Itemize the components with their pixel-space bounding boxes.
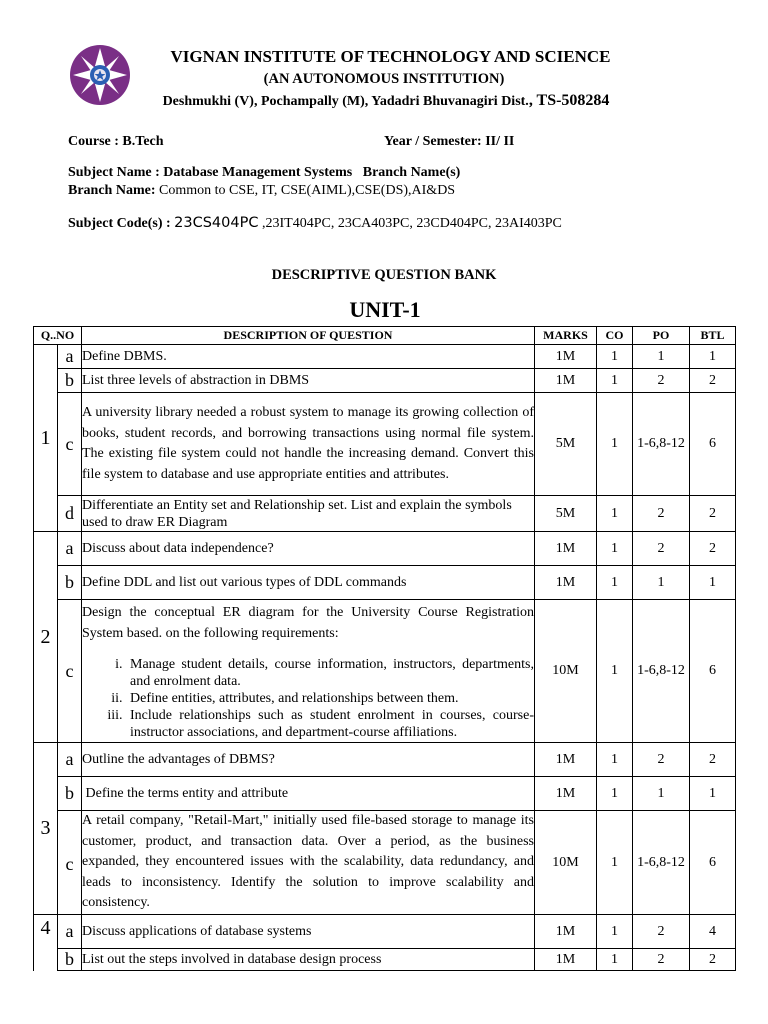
- marks-cell: 1M: [535, 949, 597, 971]
- table-row: [34, 345, 736, 369]
- marks-cell: 5M: [535, 393, 597, 496]
- course-label: Course : B.Tech: [68, 134, 164, 149]
- po-cell: 1: [633, 566, 690, 600]
- po-cell: 1-6,8-12: [633, 811, 690, 915]
- table-row: [34, 811, 736, 915]
- po-cell: 2: [633, 532, 690, 566]
- question-description: Design the conceptual ER diagram for the University Course Registration System based. on the following requirements:: [82, 604, 534, 641]
- header-qno: Q..NO: [34, 327, 82, 345]
- question-description: Differentiate an Entity set and Relationship set. List and explain the symbols used to draw ER Diagram: [82, 496, 535, 532]
- question-number: 1: [34, 345, 58, 532]
- co-cell: 1: [597, 777, 633, 811]
- institute-name: VIGNAN INSTITUTE OF TECHNOLOGY AND SCIENCE: [170, 47, 611, 66]
- branch-value: Common to CSE, IT, CSE(AIML),CSE(DS),AI&DS: [155, 183, 456, 198]
- btl-cell: 2: [690, 532, 736, 566]
- sub-question-letter: d: [58, 496, 82, 532]
- question-description: A university library needed a robust system to manage its growing collection of books, student records, and borrowing transactions using normal file system. The existing file system could not handle the increasing demand. Convert this file system to database and use appropriate entities and attributes.: [82, 393, 535, 496]
- requirements-list: [82, 656, 534, 741]
- sub-question-letter: b: [58, 777, 82, 811]
- marks-cell: 1M: [535, 777, 597, 811]
- co-cell: 1: [597, 600, 633, 743]
- po-cell: 1-6,8-12: [633, 393, 690, 496]
- po-cell: 1-6,8-12: [633, 600, 690, 743]
- co-cell: 1: [597, 915, 633, 949]
- marks-cell: 5M: [535, 496, 597, 532]
- subject-code-main: 23CS404PC: [174, 215, 259, 231]
- co-cell: 1: [597, 811, 633, 915]
- question-number: 3: [34, 743, 58, 915]
- sub-question-letter: a: [58, 345, 82, 369]
- po-cell: 2: [633, 369, 690, 393]
- header-marks: MARKS: [535, 327, 597, 345]
- marks-cell: 1M: [535, 743, 597, 777]
- sub-question-letter: a: [58, 743, 82, 777]
- question-description: Define DDL and list out various types of DDL commands: [82, 566, 535, 600]
- question-description: A retail company, "Retail-Mart," initially used file-based storage to manage its customer, product, and transaction data. Over a period, as the business expanded, they encountered issues with the scalability, data redundancy, and leads to inconsistency. Identify the solution to improve scalability and consistency.: [82, 811, 535, 915]
- question-description: Outline the advantages of DBMS?: [82, 743, 535, 777]
- marks-cell: 1M: [535, 532, 597, 566]
- co-cell: 1: [597, 393, 633, 496]
- po-cell: 2: [633, 915, 690, 949]
- question-description: Define DBMS.: [82, 345, 535, 369]
- btl-cell: 6: [690, 811, 736, 915]
- question-description: Define the terms entity and attribute: [82, 777, 535, 811]
- po-cell: 1: [633, 345, 690, 369]
- list-item: iii. Include relationships such as student enrolment in courses, course-instructor associations, and department-course affiliations.: [126, 707, 534, 741]
- btl-cell: 4: [690, 915, 736, 949]
- co-cell: 1: [597, 532, 633, 566]
- question-bank-title: DESCRIPTIVE QUESTION BANK: [271, 267, 497, 283]
- table-row: [34, 369, 736, 393]
- table-row: [34, 777, 736, 811]
- table-row: [34, 566, 736, 600]
- table-row: [34, 393, 736, 496]
- header-co: CO: [597, 327, 633, 345]
- header-po: PO: [633, 327, 690, 345]
- marks-cell: 1M: [535, 915, 597, 949]
- table-row: [34, 949, 736, 971]
- co-cell: 1: [597, 743, 633, 777]
- po-cell: 1: [633, 777, 690, 811]
- question-description: Discuss about data independence?: [82, 532, 535, 566]
- table-header-row: [34, 327, 736, 345]
- sub-question-letter: b: [58, 949, 82, 971]
- table-row: [34, 496, 736, 532]
- branch-line: [68, 183, 455, 199]
- marks-cell: 10M: [535, 600, 597, 743]
- po-cell: 2: [633, 496, 690, 532]
- question-description-block: [82, 600, 535, 743]
- subject-code-label: Subject Code(s) :: [68, 216, 175, 231]
- list-item: ii. Define entities, attributes, and relationships between them.: [126, 690, 534, 707]
- btl-cell: 2: [690, 743, 736, 777]
- btl-cell: 1: [690, 566, 736, 600]
- year-semester-label: Year / Semester: II/ II: [384, 134, 515, 149]
- co-cell: 1: [597, 566, 633, 600]
- btl-cell: 2: [690, 369, 736, 393]
- autonomous-label: (AN AUTONOMOUS INSTITUTION): [263, 71, 505, 87]
- address-main: Deshmukhi (V), Pochampally (M), Yadadri Bhuvanagiri Dist.: [162, 94, 529, 109]
- table-row: [34, 532, 736, 566]
- question-description: Discuss applications of database systems: [82, 915, 535, 949]
- marks-cell: 1M: [535, 345, 597, 369]
- sub-question-letter: c: [58, 393, 82, 496]
- sub-question-letter: c: [58, 811, 82, 915]
- marks-cell: 10M: [535, 811, 597, 915]
- btl-cell: 6: [690, 600, 736, 743]
- po-cell: 2: [633, 949, 690, 971]
- btl-cell: 1: [690, 777, 736, 811]
- co-cell: 1: [597, 949, 633, 971]
- address-pin: , TS-508284: [528, 92, 610, 109]
- institute-address: [0, 92, 768, 110]
- unit-title: UNIT-1: [349, 297, 421, 322]
- subject-code-rest: ,23IT404PC, 23CA403PC, 23CD404PC, 23AI403PC: [258, 216, 562, 231]
- header-description: DESCRIPTION OF QUESTION: [82, 327, 535, 345]
- subject-code-line: [68, 215, 562, 232]
- btl-cell: 2: [690, 496, 736, 532]
- btl-cell: 6: [690, 393, 736, 496]
- question-table: [33, 326, 736, 971]
- sub-question-letter: a: [58, 532, 82, 566]
- co-cell: 1: [597, 369, 633, 393]
- header-btl: BTL: [690, 327, 736, 345]
- table-row: [34, 600, 736, 743]
- sub-question-letter: a: [58, 915, 82, 949]
- sub-question-letter: b: [58, 369, 82, 393]
- question-number: 2: [34, 532, 58, 743]
- table-row: [34, 743, 736, 777]
- btl-cell: 2: [690, 949, 736, 971]
- co-cell: 1: [597, 345, 633, 369]
- sub-question-letter: b: [58, 566, 82, 600]
- question-description: List three levels of abstraction in DBMS: [82, 369, 535, 393]
- branch-label: Branch Name:: [68, 183, 156, 198]
- sub-question-letter: c: [58, 600, 82, 743]
- po-cell: 2: [633, 743, 690, 777]
- question-number: 4: [34, 915, 58, 971]
- question-description: List out the steps involved in database design process: [82, 949, 535, 971]
- marks-cell: 1M: [535, 369, 597, 393]
- co-cell: 1: [597, 496, 633, 532]
- btl-cell: 1: [690, 345, 736, 369]
- table-row: [34, 915, 736, 949]
- marks-cell: 1M: [535, 566, 597, 600]
- subject-name-label: Subject Name : Database Management Systems Branch Name(s): [68, 165, 461, 180]
- list-item: i. Manage student details, course information, instructors, departments, and enrolment data.: [126, 656, 534, 690]
